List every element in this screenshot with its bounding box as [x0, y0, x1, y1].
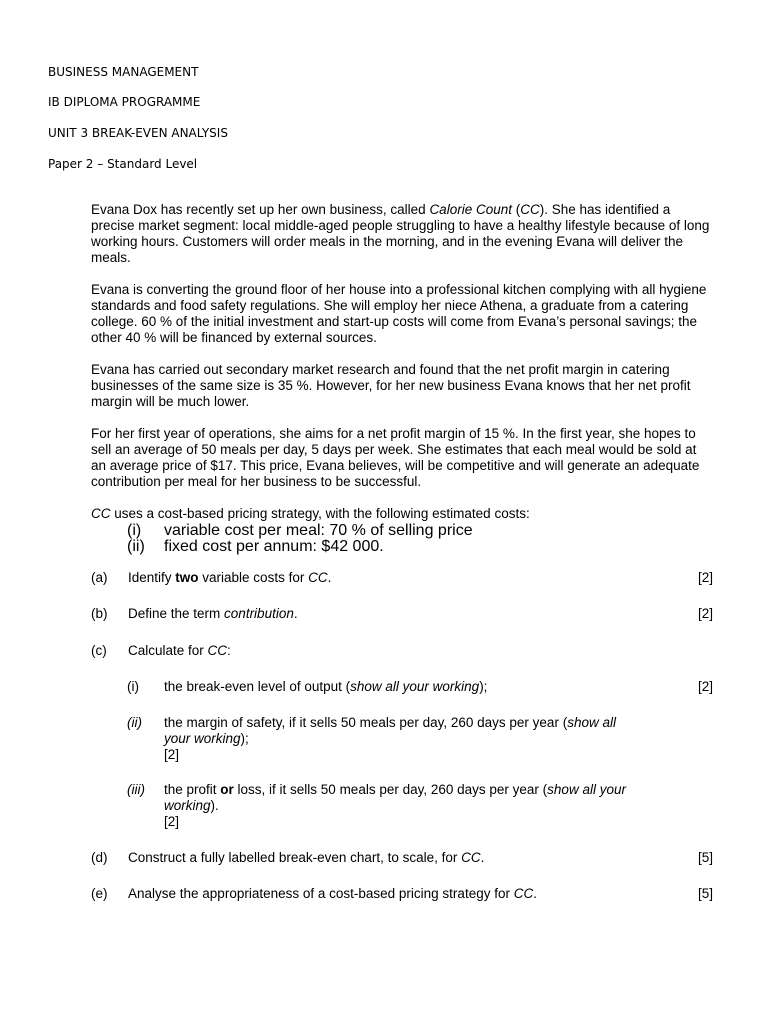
- q-italic: show all your working: [350, 679, 480, 694]
- q-text: ).: [210, 798, 219, 813]
- case-paragraph-2: Evana is converting the ground floor of her house into a professional kitchen complying with all hygiene standards and food safety regulations. She will employ her niece Athena, a graduate from a catering college. 60 % of the initial investment and start-up costs will come from Evana’s personal savings; the other 40 % will be financed by external sources.: [91, 282, 707, 345]
- question-marks: [2]: [164, 747, 180, 762]
- question-text: [128, 886, 668, 902]
- q-text: :: [227, 643, 231, 658]
- q-text: variable costs for: [198, 570, 309, 585]
- question-label: (c): [91, 643, 107, 658]
- p5-abbr: CC: [91, 506, 111, 521]
- question-marks: [2]: [697, 606, 713, 621]
- q-text: .: [293, 606, 298, 621]
- subquestion-c-ii: [127, 715, 713, 763]
- q-text: Define the term: [128, 606, 225, 621]
- question-label: (e): [91, 886, 108, 901]
- cost-item: [127, 522, 627, 538]
- q-italic: show all your working: [164, 782, 626, 813]
- q-text: loss, if it sells 50 meals per day, 260 days per year (: [233, 782, 548, 797]
- cost-item-number: (i): [127, 522, 142, 539]
- question-text: [128, 850, 668, 866]
- header-unit: UNIT 3 BREAK-EVEN ANALYSIS: [48, 126, 228, 140]
- business-abbr: CC: [520, 202, 540, 217]
- question-label: (b): [91, 606, 108, 621]
- subquestion-text: [164, 782, 644, 814]
- q-text: .: [327, 570, 332, 585]
- question-label: (a): [91, 570, 108, 585]
- q-italic: CC: [513, 886, 534, 901]
- question-label: (d): [91, 850, 108, 865]
- subquestion-label: (ii): [127, 715, 142, 730]
- cost-item: [127, 538, 627, 554]
- case-paragraph-4: For her first year of operations, she aims for a net profit margin of 15 %. In the first year, she hopes to sell an average of 50 meals per day, 5 days per week. She estimates that each meal would be sold at an average price of $17. This price, Evana believes, will be competitive and will generate an adequate contribution per meal for her business to be successful.: [91, 426, 700, 489]
- subquestion-text: [164, 715, 644, 747]
- q-text: the break-even level of output (: [164, 679, 351, 694]
- case-paragraph-5: [91, 506, 711, 522]
- cost-item-text: variable cost per meal: 70 % of selling price: [164, 522, 473, 539]
- subquestion-label: (i): [127, 679, 139, 694]
- q-italic: CC: [308, 570, 328, 585]
- subquestion-c-iii: [127, 782, 713, 830]
- case-paragraph-3: Evana has carried out secondary market research and found that the net profit margin in catering businesses of the same size is 35 %. However, for her new business Evana knows that her net profit margin will be much lower.: [91, 362, 691, 409]
- q-bold: or: [220, 782, 234, 797]
- q-text: );: [240, 731, 249, 746]
- p5-text: uses a cost-based pricing strategy, with the following estimated costs:: [110, 506, 530, 521]
- question-marks: [2]: [164, 814, 180, 829]
- q-text: the margin of safety, if it sells 50 meals per day, 260 days per year (: [164, 715, 568, 730]
- question-text: [128, 643, 668, 659]
- cost-item-number: (ii): [127, 538, 145, 555]
- header-subject: BUSINESS MANAGEMENT: [48, 65, 199, 79]
- q-text: the profit: [164, 782, 221, 797]
- subquestion-text: [164, 679, 644, 695]
- cost-item-text: fixed cost per annum: $42 000.: [164, 538, 384, 555]
- q-text: Analyse the appropriateness of a cost-based pricing strategy for: [128, 886, 514, 901]
- q-italic: CC: [207, 643, 228, 658]
- p1-text-c: ). She has identified a precise market segment: local middle-aged people struggling to have a healthy lifestyle because of long working hours. Customers will order meals in the morning, and in the evening Evana will deliver the meals.: [91, 202, 710, 265]
- question-marks: [2]: [697, 570, 713, 585]
- q-italic: CC: [461, 850, 481, 865]
- q-text: Identify: [128, 570, 176, 585]
- q-text: Calculate for: [128, 643, 208, 658]
- business-name: Calorie Count: [429, 202, 512, 217]
- question-marks: [2]: [697, 679, 713, 694]
- q-italic: show all your working: [164, 715, 616, 746]
- question-marks: [5]: [697, 886, 713, 901]
- q-text: .: [480, 850, 485, 865]
- question-text: [128, 606, 668, 622]
- q-text: Construct a fully labelled break-even chart, to scale, for: [128, 850, 462, 865]
- header-paper: Paper 2 – Standard Level: [48, 157, 198, 171]
- cost-list: [127, 522, 627, 554]
- subquestion-label: (iii): [127, 782, 145, 797]
- q-text: .: [533, 886, 537, 901]
- case-paragraph-1: [91, 202, 711, 266]
- p1-text-b: (: [511, 202, 521, 217]
- q-bold: two: [175, 570, 199, 585]
- question-text: [128, 570, 668, 586]
- q-italic: contribution: [224, 606, 294, 621]
- header-programme: IB DIPLOMA PROGRAMME: [48, 95, 201, 109]
- p1-text-a: Evana Dox has recently set up her own business, called: [91, 202, 430, 217]
- q-text: );: [479, 679, 488, 694]
- question-marks: [5]: [697, 850, 713, 865]
